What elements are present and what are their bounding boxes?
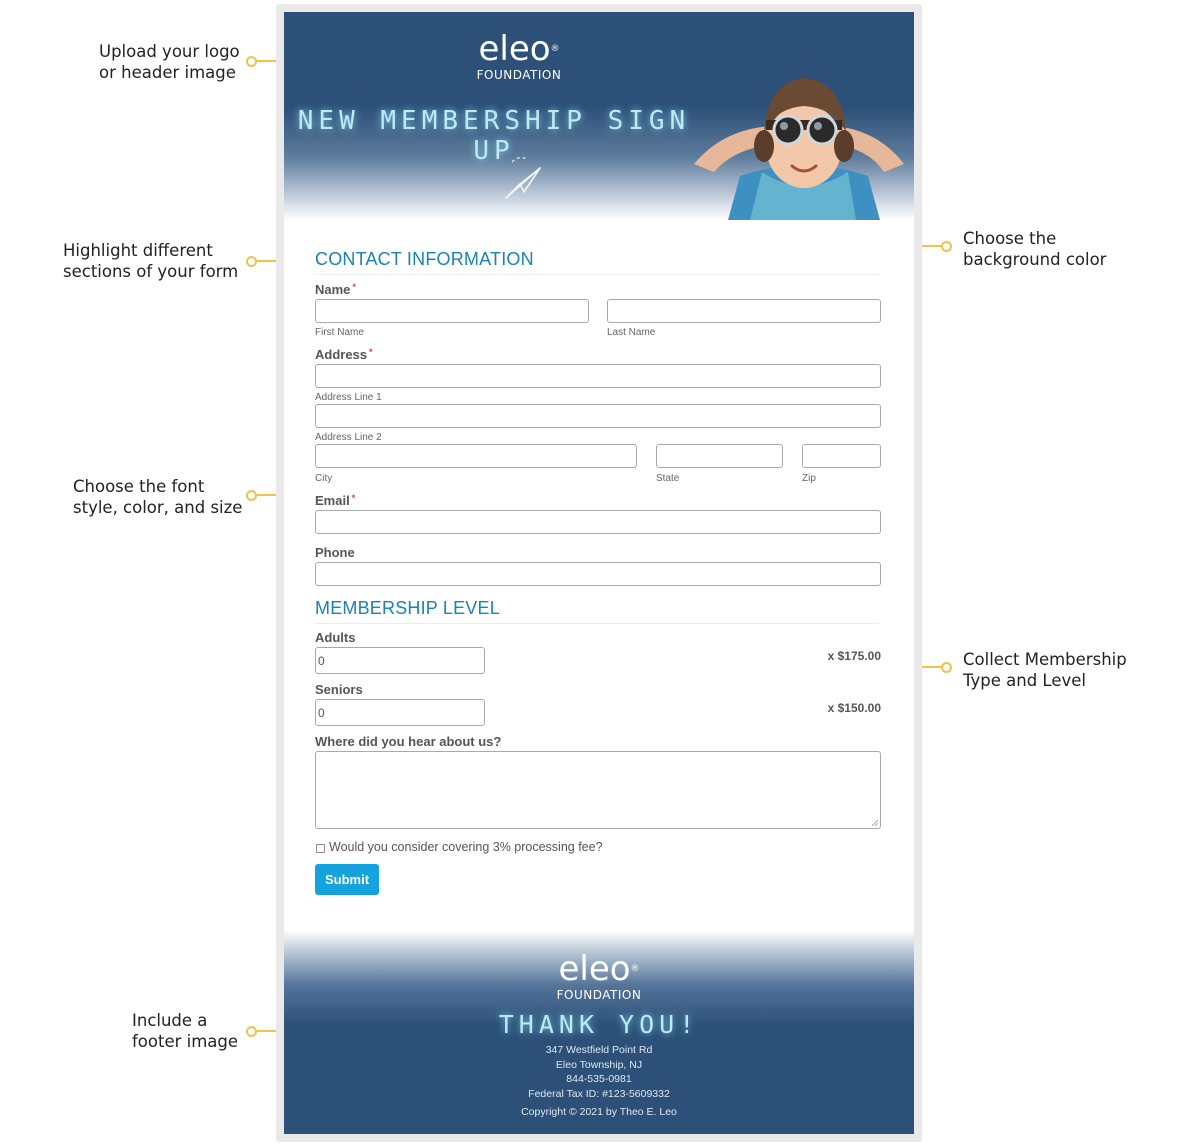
annotation-line: Highlight different (63, 241, 213, 260)
header-logo (464, 29, 574, 82)
city-sublabel: City (315, 473, 333, 484)
email-label (315, 493, 355, 508)
annotation-line: style, color, and size (73, 498, 243, 517)
logo-mark: ® (630, 964, 640, 974)
form-header (284, 12, 914, 220)
annotation-font (73, 476, 242, 518)
seniors-label: Seniors (315, 682, 363, 697)
annotation-line: footer image (132, 1032, 239, 1051)
annotation-line: Choose the font (73, 477, 205, 496)
logo-subtitle: FOUNDATION (476, 68, 562, 82)
first-name-input[interactable] (315, 299, 589, 323)
address-line2-input[interactable] (315, 404, 881, 428)
membership-section-title: MEMBERSHIP LEVEL (315, 598, 879, 624)
connector-dot (941, 662, 952, 673)
footer-address (284, 1043, 914, 1101)
name-label-text: Name (315, 282, 351, 297)
submit-button[interactable]: Submit (315, 864, 379, 895)
seniors-quantity-input[interactable] (315, 699, 485, 726)
state-input[interactable] (656, 444, 783, 468)
address-label (315, 347, 373, 362)
resize-handle-icon[interactable] (872, 820, 878, 826)
hear-about-label: Where did you hear about us? (315, 734, 502, 749)
address-line1-sublabel: Address Line 1 (315, 392, 382, 403)
adults-quantity-input[interactable] (315, 647, 485, 674)
form-footer (284, 930, 914, 1134)
email-input[interactable] (315, 510, 881, 534)
required-mark: * (352, 282, 356, 292)
phone-input[interactable] (315, 562, 881, 586)
adults-price: x $175.00 (827, 649, 881, 663)
annotation-line: background color (963, 250, 1107, 269)
zip-input[interactable] (802, 444, 881, 468)
logo-subtitle: FOUNDATION (556, 988, 642, 1002)
annotation-background (963, 228, 1106, 270)
contact-section-title: CONTACT INFORMATION (315, 249, 879, 275)
logo-mark: ® (550, 44, 560, 54)
logo-text: eleo (558, 949, 631, 989)
annotation-logo (99, 41, 240, 83)
state-sublabel: State (656, 473, 680, 484)
annotation-membership (963, 649, 1127, 691)
paper-plane-icon (502, 152, 544, 202)
annotation-line: Upload your logo (99, 42, 240, 61)
annotation-line: Choose the (963, 229, 1057, 248)
address-line2-sublabel: Address Line 2 (315, 432, 382, 443)
email-label-text: Email (315, 493, 350, 508)
hear-about-textarea[interactable] (315, 751, 881, 829)
processing-fee-label: Would you consider covering 3% processing fee? (329, 840, 603, 854)
connector-dot (941, 241, 952, 252)
adults-label: Adults (315, 630, 356, 645)
thank-you-text: THANK YOU! (498, 1010, 700, 1039)
annotation-line: Include a (132, 1011, 208, 1030)
required-mark: * (369, 347, 373, 357)
processing-fee-checkbox[interactable] (316, 844, 325, 853)
last-name-sublabel: Last Name (607, 327, 656, 338)
footer-line: Federal Tax ID: #123-5609332 (528, 1087, 670, 1100)
annotation-line: sections of your form (63, 262, 239, 281)
zip-sublabel: Zip (802, 473, 816, 484)
annotation-line: Type and Level (963, 671, 1086, 690)
logo-text: eleo (478, 29, 551, 69)
header-title: NEW MEMBERSHIP SIGN UP (297, 106, 691, 166)
name-label (315, 282, 356, 297)
child-aviator-photo (684, 68, 914, 220)
annotation-sections (63, 240, 238, 282)
phone-label: Phone (315, 545, 355, 560)
footer-line: 347 Westfield Point Rd (545, 1044, 653, 1056)
footer-line: Eleo Township, NJ (555, 1058, 643, 1071)
last-name-input[interactable] (607, 299, 881, 323)
annotation-line: or header image (99, 63, 236, 82)
annotation-footer (132, 1010, 238, 1052)
address-line1-input[interactable] (315, 364, 881, 388)
required-mark: * (351, 493, 356, 503)
footer-line: 844-535-0981 (566, 1073, 632, 1086)
city-input[interactable] (315, 444, 637, 468)
annotation-line: Collect Membership (963, 650, 1127, 669)
footer-logo (544, 949, 654, 1002)
copyright-text: Copyright © 2021 by Theo E. Leo (521, 1106, 677, 1118)
form-page (284, 12, 914, 1134)
address-label-text: Address (315, 347, 368, 362)
first-name-sublabel: First Name (315, 327, 364, 338)
seniors-price: x $150.00 (827, 701, 881, 715)
